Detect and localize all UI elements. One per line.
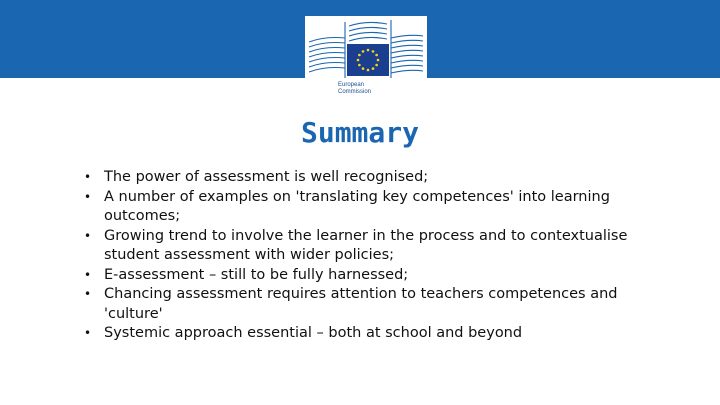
bullet-text: Chancing assessment requires attention to teachers competences and 'culture' xyxy=(104,286,618,322)
bullet-text: E-assessment – still to be fully harnessed; xyxy=(104,266,409,283)
bullet-dot-icon: • xyxy=(84,170,92,184)
bullet-dot-icon: • xyxy=(84,267,92,282)
bullet-dot-icon: • xyxy=(84,228,92,243)
bullet-text: Growing trend to involve the learner in the process and to contextualise student assessment with wider policies; xyxy=(104,227,628,263)
bullet-text: A number of examples on 'translating key competences' into learning outcomes; xyxy=(104,188,610,224)
bullet-dot-icon: • xyxy=(84,287,92,301)
bullet-item xyxy=(80,188,680,227)
european-commission-logo-icon xyxy=(305,16,427,82)
bullet-item xyxy=(80,324,680,344)
slide-title: Summary xyxy=(300,116,419,149)
bullet-dot-icon: • xyxy=(84,326,92,340)
bullet-item xyxy=(80,285,680,324)
bullet-item xyxy=(80,168,680,188)
bullet-item xyxy=(80,227,680,266)
european-commission-logo xyxy=(305,16,427,111)
bullet-item xyxy=(80,266,680,286)
bullet-list xyxy=(80,168,680,344)
bullet-dot-icon: • xyxy=(84,189,92,204)
logo-text: European Commission xyxy=(338,82,372,95)
bullet-text: Systemic approach essential – both at school and beyond xyxy=(104,325,523,341)
bullet-text: The power of assessment is well recognised; xyxy=(104,169,429,185)
